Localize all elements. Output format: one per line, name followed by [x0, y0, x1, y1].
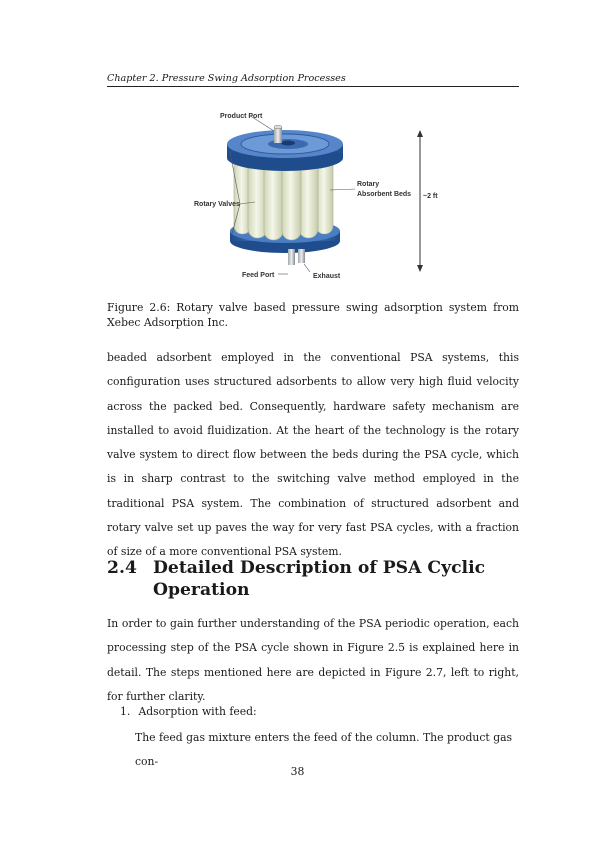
label-rotary-beds-2: Absorbent Beds	[357, 191, 412, 198]
label-height: ~2 ft	[423, 193, 438, 200]
top-rotary-valve	[227, 130, 343, 171]
label-rotary-valves: Rotary Valves	[194, 201, 240, 208]
figure-rotary-psa	[170, 104, 460, 289]
section-title: Detailed Description of PSA Cyclic Operation	[153, 558, 486, 600]
page-number: 38	[290, 765, 305, 778]
paragraph-3: The feed gas mixture enters the feed of the column. The product gas con-	[135, 731, 513, 768]
figure-caption: Figure 2.6: Rotary valve based pressure swing adsorption system from Xebec Adsorption Inc.	[107, 301, 519, 329]
list-item-title: Adsorption with feed:	[138, 705, 257, 718]
paragraph-2: In order to gain further understanding of the PSA periodic operation, each processing step of the PSA cycle shown in Figure 2.5 is explained here in detail. The steps mentioned here are depicted in Figure 2.7, left to right, for further clarity.	[107, 617, 519, 703]
paragraph-1: beaded adsorbent employed in the conventional PSA systems, this configuration uses structured adsorbents to allow very high fluid velocity across the packed bed. Consequently, hardware safety mechanism are installed to avoid fluidization. At the heart of the technology is the rotary valve system to direct flow between the beds during the PSA cycle, which is in sharp contrast to the switching valve method employed in the traditional PSA system. The combination of structured adsorbent and rotary valve set up paves the way for very fast PSA cycles, with a fraction of size of a more conventional PSA system.	[107, 351, 519, 559]
label-rotary-beds-1: Rotary	[357, 181, 380, 188]
label-product-port: Product Port	[220, 113, 263, 120]
list-item-1	[120, 700, 520, 724]
list-marker: 1.	[120, 705, 131, 718]
label-feed-port: Feed Port	[242, 272, 275, 279]
section-number: 2.4	[107, 558, 137, 578]
rotary-psa-diagram	[170, 104, 460, 289]
section-heading	[107, 557, 519, 601]
label-exhaust: Exhaust	[313, 273, 341, 280]
product-port-pipe	[274, 125, 282, 143]
height-arrow	[417, 130, 423, 272]
running-head: Chapter 2. Pressure Swing Adsorption Processes	[107, 73, 519, 87]
